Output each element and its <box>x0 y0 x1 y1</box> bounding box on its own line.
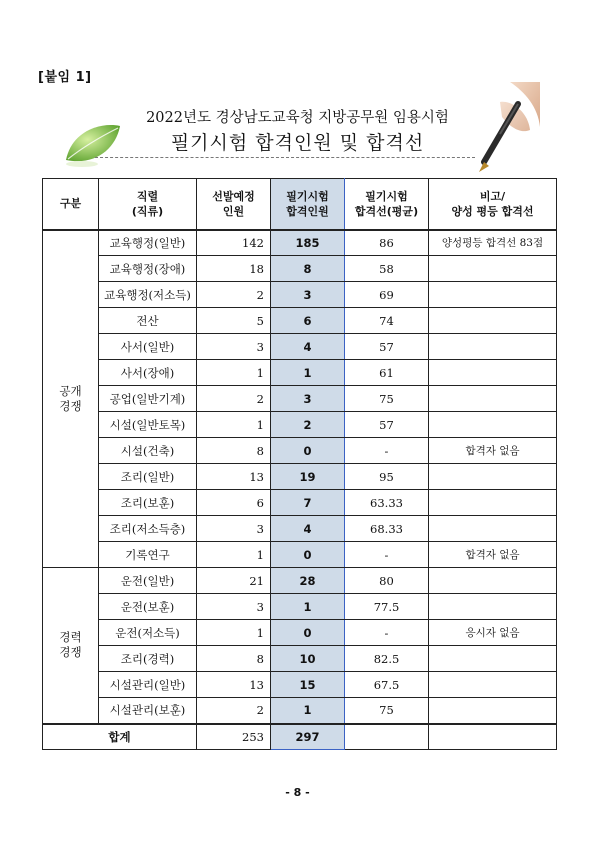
header-cutoff: 필기시험 합격선(평균) <box>345 179 429 230</box>
note-cell <box>429 386 557 412</box>
job-cell: 전산 <box>99 308 197 334</box>
table-row <box>43 698 557 724</box>
table-row <box>43 386 557 412</box>
planned-cell: 8 <box>197 646 271 672</box>
header-remarks: 비고/ 양성 평등 합격선 <box>429 179 557 230</box>
cutoff-cell: 86 <box>345 230 429 256</box>
passers-cell: 10 <box>271 646 345 672</box>
table-row <box>43 620 557 646</box>
job-cell: 교육행정(저소득) <box>99 282 197 308</box>
job-cell: 운전(보훈) <box>99 594 197 620</box>
header-planned: 선발예정 인원 <box>197 179 271 230</box>
table-row <box>43 256 557 282</box>
note-cell <box>429 412 557 438</box>
passers-cell: 19 <box>271 464 345 490</box>
table-row <box>43 672 557 698</box>
table-row <box>43 516 557 542</box>
cutoff-cell: 75 <box>345 698 429 724</box>
note-cell: 응시자 없음 <box>429 620 557 646</box>
group-label: 경력 경쟁 <box>43 568 99 724</box>
planned-cell: 2 <box>197 282 271 308</box>
passers-cell: 3 <box>271 386 345 412</box>
passers-cell: 6 <box>271 308 345 334</box>
note-cell <box>429 360 557 386</box>
job-cell: 운전(일반) <box>99 568 197 594</box>
passers-cell: 28 <box>271 568 345 594</box>
table-row <box>43 568 557 594</box>
planned-cell: 1 <box>197 620 271 646</box>
cutoff-cell: 57 <box>345 334 429 360</box>
group-label: 공개 경쟁 <box>43 230 99 568</box>
planned-cell: 13 <box>197 464 271 490</box>
note-cell: 합격자 없음 <box>429 542 557 568</box>
total-passers: 297 <box>271 724 345 750</box>
cutoff-cell: 77.5 <box>345 594 429 620</box>
planned-cell: 5 <box>197 308 271 334</box>
table-row <box>43 412 557 438</box>
title-line-1: 2022년도 경상남도교육청 지방공무원 임용시험 <box>146 110 449 126</box>
planned-cell: 3 <box>197 594 271 620</box>
table-row <box>43 334 557 360</box>
planned-cell: 8 <box>197 438 271 464</box>
passers-cell: 8 <box>271 256 345 282</box>
table-row <box>43 542 557 568</box>
passers-cell: 185 <box>271 230 345 256</box>
header-job: 직렬 (직류) <box>99 179 197 230</box>
job-cell: 운전(저소득) <box>99 620 197 646</box>
planned-cell: 1 <box>197 542 271 568</box>
table-row <box>43 438 557 464</box>
cutoff-cell: 80 <box>345 568 429 594</box>
table-row <box>43 282 557 308</box>
note-cell <box>429 568 557 594</box>
note-cell <box>429 516 557 542</box>
note-cell <box>429 464 557 490</box>
total-label: 합계 <box>43 724 197 750</box>
planned-cell: 142 <box>197 230 271 256</box>
planned-cell: 13 <box>197 672 271 698</box>
job-cell: 조리(일반) <box>99 464 197 490</box>
table-row <box>43 308 557 334</box>
planned-cell: 3 <box>197 516 271 542</box>
job-cell: 시설관리(보훈) <box>99 698 197 724</box>
cutoff-cell: 74 <box>345 308 429 334</box>
planned-cell: 18 <box>197 256 271 282</box>
cutoff-cell: 68.33 <box>345 516 429 542</box>
cutoff-cell: 67.5 <box>345 672 429 698</box>
planned-cell: 3 <box>197 334 271 360</box>
job-cell: 시설관리(일반) <box>99 672 197 698</box>
note-cell <box>429 308 557 334</box>
fountain-pen-illustration <box>470 82 540 172</box>
job-cell: 조리(저소득층) <box>99 516 197 542</box>
passers-cell: 1 <box>271 360 345 386</box>
title-line-2: 필기시험 합격인원 및 합격선 <box>170 132 425 154</box>
job-cell: 교육행정(장애) <box>99 256 197 282</box>
note-cell: 합격자 없음 <box>429 438 557 464</box>
title-underline <box>95 157 475 158</box>
passers-cell: 0 <box>271 438 345 464</box>
passers-cell: 2 <box>271 412 345 438</box>
job-cell: 공업(일반기계) <box>99 386 197 412</box>
passers-cell: 3 <box>271 282 345 308</box>
passers-cell: 4 <box>271 516 345 542</box>
cutoff-cell: 82.5 <box>345 646 429 672</box>
table-row <box>43 464 557 490</box>
table-header-row <box>43 179 557 230</box>
planned-cell: 1 <box>197 412 271 438</box>
results-table <box>42 178 557 750</box>
header-passers: 필기시험 합격인원 <box>271 179 345 230</box>
table-row <box>43 360 557 386</box>
job-cell: 사서(장애) <box>99 360 197 386</box>
note-cell <box>429 256 557 282</box>
planned-cell: 6 <box>197 490 271 516</box>
passers-cell: 1 <box>271 594 345 620</box>
page-number: - 8 - <box>285 786 310 799</box>
planned-cell: 2 <box>197 386 271 412</box>
passers-cell: 4 <box>271 334 345 360</box>
passers-cell: 7 <box>271 490 345 516</box>
total-row <box>43 724 557 750</box>
attachment-label: [붙임 1] <box>38 70 92 85</box>
header-division: 구분 <box>43 179 99 230</box>
passers-cell: 1 <box>271 698 345 724</box>
cutoff-cell: 95 <box>345 464 429 490</box>
cutoff-cell: - <box>345 438 429 464</box>
table-row <box>43 490 557 516</box>
total-remarks <box>429 724 557 750</box>
note-cell <box>429 594 557 620</box>
planned-cell: 1 <box>197 360 271 386</box>
passers-cell: 15 <box>271 672 345 698</box>
total-planned: 253 <box>197 724 271 750</box>
cutoff-cell: 69 <box>345 282 429 308</box>
note-cell: 양성평등 합격선 83점 <box>429 230 557 256</box>
job-cell: 시설(건축) <box>99 438 197 464</box>
total-cutoff <box>345 724 429 750</box>
passers-cell: 0 <box>271 542 345 568</box>
job-cell: 조리(경력) <box>99 646 197 672</box>
job-cell: 기록연구 <box>99 542 197 568</box>
planned-cell: 2 <box>197 698 271 724</box>
note-cell <box>429 490 557 516</box>
note-cell <box>429 282 557 308</box>
note-cell <box>429 334 557 360</box>
note-cell <box>429 672 557 698</box>
job-cell: 교육행정(일반) <box>99 230 197 256</box>
table-row <box>43 230 557 256</box>
cutoff-cell: 75 <box>345 386 429 412</box>
cutoff-cell: - <box>345 542 429 568</box>
cutoff-cell: 61 <box>345 360 429 386</box>
job-cell: 조리(보훈) <box>99 490 197 516</box>
note-cell <box>429 646 557 672</box>
job-cell: 사서(일반) <box>99 334 197 360</box>
table-row <box>43 594 557 620</box>
planned-cell: 21 <box>197 568 271 594</box>
note-cell <box>429 698 557 724</box>
job-cell: 시설(일반토목) <box>99 412 197 438</box>
cutoff-cell: 63.33 <box>345 490 429 516</box>
passers-cell: 0 <box>271 620 345 646</box>
cutoff-cell: - <box>345 620 429 646</box>
cutoff-cell: 58 <box>345 256 429 282</box>
cutoff-cell: 57 <box>345 412 429 438</box>
table-row <box>43 646 557 672</box>
